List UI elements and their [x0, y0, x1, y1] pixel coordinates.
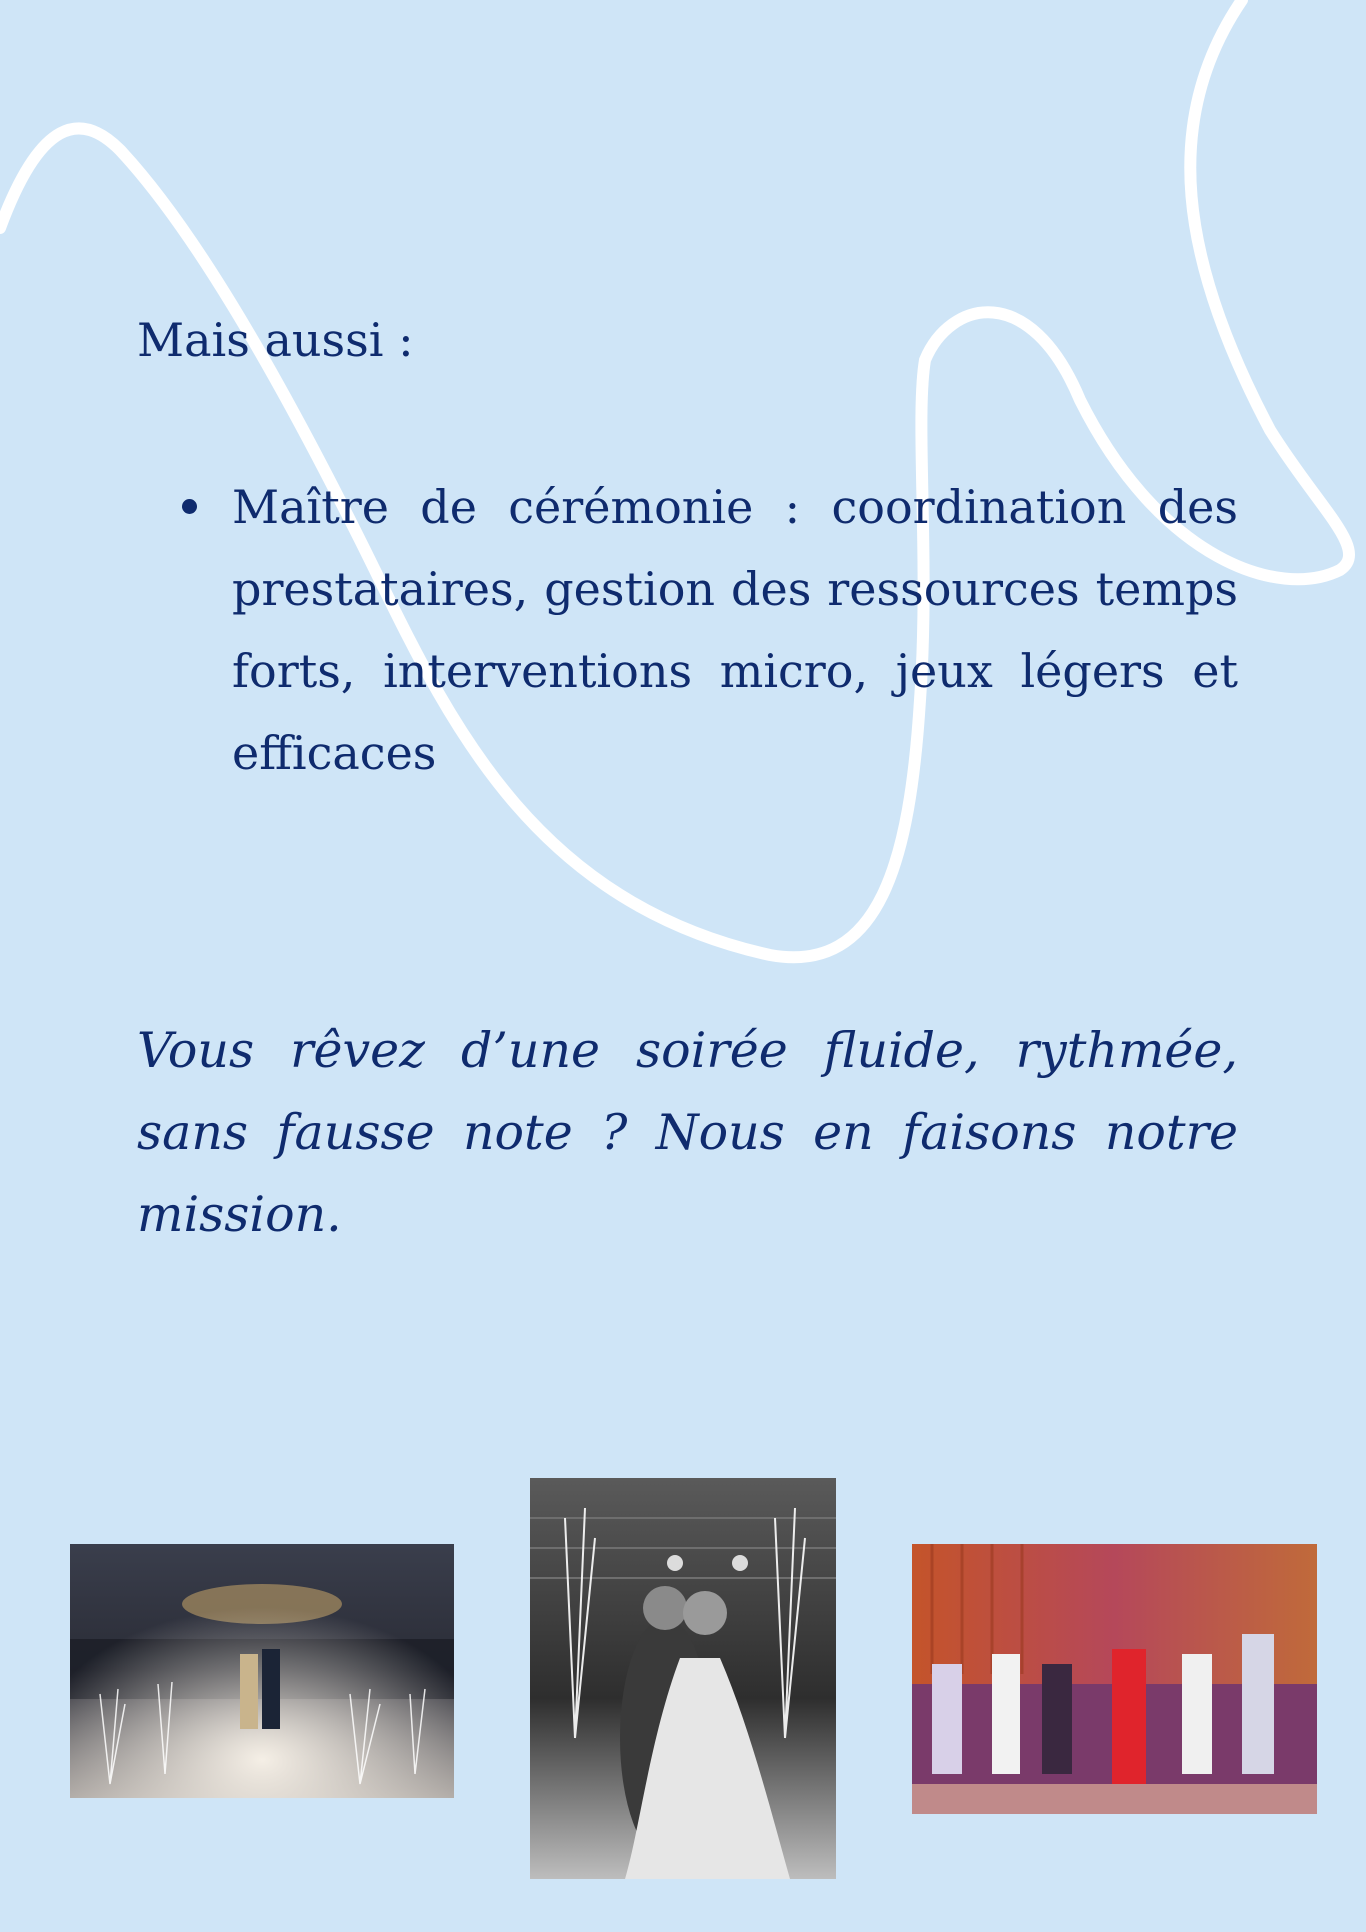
bullet-list — [232, 466, 1238, 794]
photo-guests-dancing — [912, 1544, 1317, 1814]
photo-couple-kiss-sparklers — [530, 1478, 836, 1879]
list-item-text: Maître de cérémonie : coordination des prestataires, gestion des ressources temps forts, interventions micro, jeux légers et efficaces — [232, 480, 1238, 780]
list-item — [232, 466, 1238, 794]
section-heading: Mais aussi : — [137, 313, 414, 367]
photo-dance-floor-sparklers — [70, 1544, 454, 1798]
bullet-icon — [182, 499, 197, 514]
quote-text: Vous rêvez d’une soirée fluide, rythmée, sans fausse note ? Nous en faisons notre mission. — [137, 1022, 1238, 1243]
